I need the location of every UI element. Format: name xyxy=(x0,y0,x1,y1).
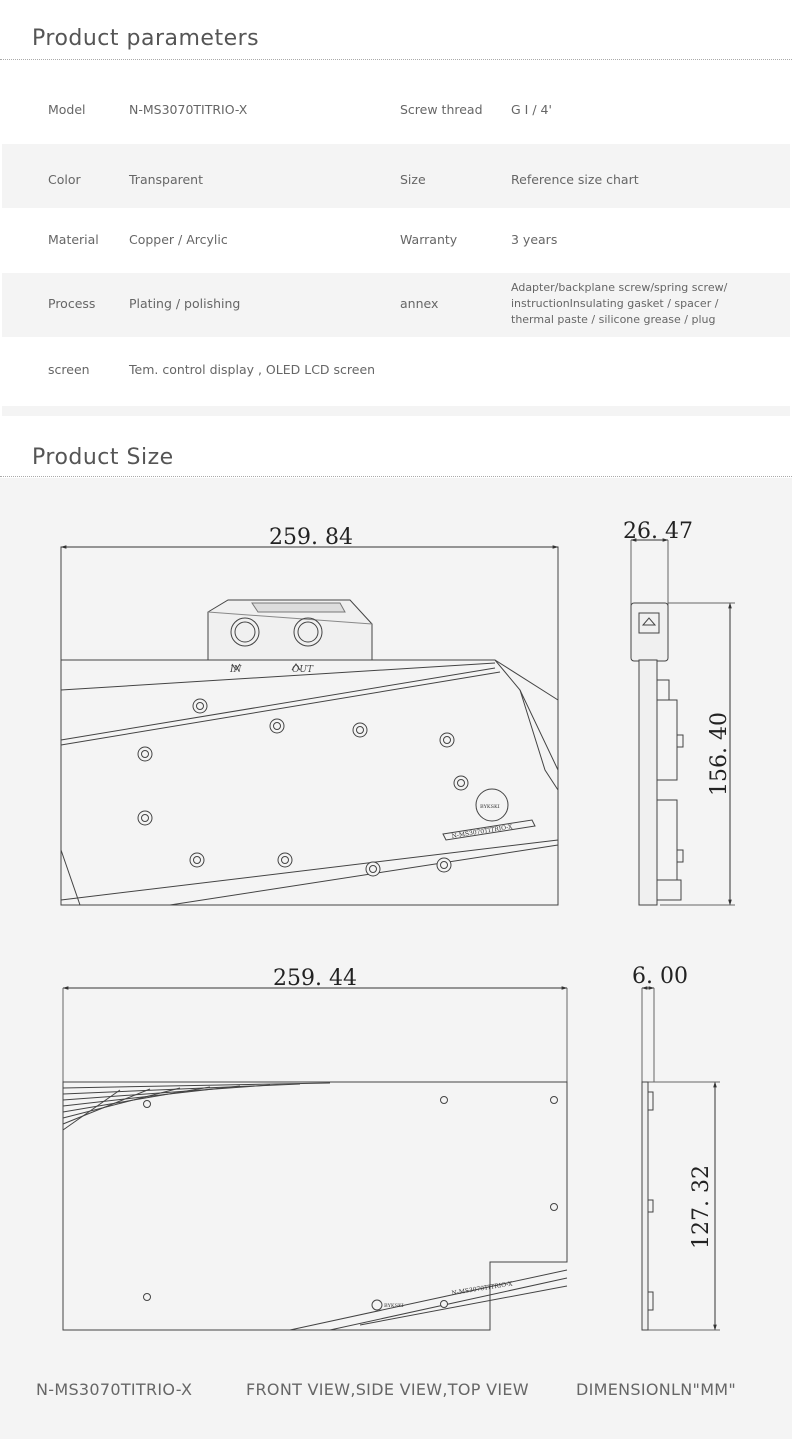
param-label: Model xyxy=(48,102,86,117)
param-label: Screw thread xyxy=(400,102,483,117)
dim-back-side-thickness: 6. 00 xyxy=(632,964,688,989)
param-value: Reference size chart xyxy=(511,172,639,187)
param-label: Process xyxy=(48,296,96,311)
footer-model: N-MS3070TITRIO-X xyxy=(36,1380,193,1399)
param-value: N-MS3070TITRIO-X xyxy=(129,102,248,117)
param-value: Copper / Arcylic xyxy=(129,232,228,247)
param-value: G I / 4' xyxy=(511,102,552,117)
footer-views: FRONT VIEW,SIDE VIEW,TOP VIEW xyxy=(246,1380,529,1399)
param-value: Plating / polishing xyxy=(129,296,241,311)
param-value: Transparent xyxy=(129,172,204,187)
front-view xyxy=(61,547,558,905)
param-label: Color xyxy=(48,172,81,187)
back-plate-model-text: N-MS3070TITRIO-X xyxy=(451,1280,513,1297)
param-label: annex xyxy=(400,296,439,311)
dim-front-width: 259. 84 xyxy=(269,525,353,550)
back-logo-text: BYKSKI xyxy=(384,1303,404,1309)
port-out-label: OUT xyxy=(292,665,313,675)
front-logo-text: BYKSKI xyxy=(480,804,500,810)
dim-front-side-thickness: 26. 47 xyxy=(623,519,693,544)
param-value-line: Adapter/backplane screw/spring screw/ xyxy=(511,281,728,294)
param-label: Warranty xyxy=(400,232,458,247)
param-value: 3 years xyxy=(511,232,558,247)
back-side-view xyxy=(642,988,720,1330)
front-plate-model-text: N-MS3070TITRIO-X xyxy=(451,823,513,840)
dim-back-width: 259. 44 xyxy=(273,966,357,991)
param-label: Material xyxy=(48,232,99,247)
param-label: screen xyxy=(48,362,90,377)
port-in-label: IN xyxy=(230,665,242,675)
param-value-line: instructionInsulating gasket / spacer / xyxy=(511,297,719,310)
parameters-title: Product parameters xyxy=(32,26,260,51)
param-value: Tem. control display , OLED LCD screen xyxy=(129,362,376,377)
param-label: Size xyxy=(400,172,426,187)
back-view xyxy=(63,988,567,1330)
dim-front-height: 156. 40 xyxy=(707,712,732,796)
size-title: Product Size xyxy=(32,445,174,470)
footer-dimension: DIMENSIONLN"MM" xyxy=(576,1380,737,1399)
dim-back-height: 127. 32 xyxy=(689,1165,714,1249)
param-value-line: thermal paste / silicone grease / plug xyxy=(511,313,716,326)
